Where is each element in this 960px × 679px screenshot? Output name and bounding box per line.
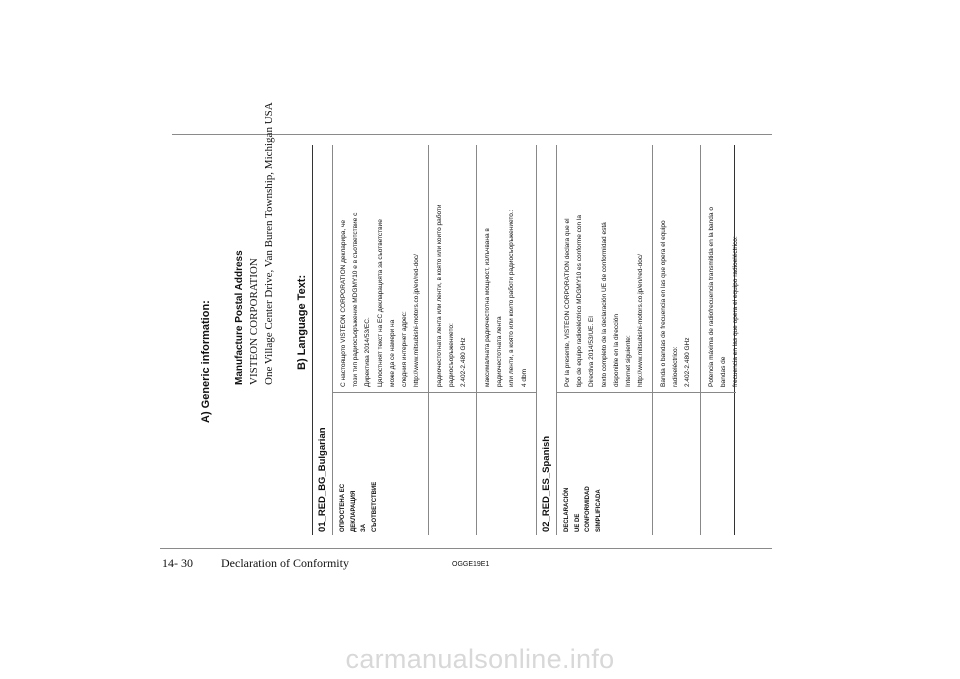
spanish-declaration-row [557,145,653,535]
spanish-frequency-text: Banda o bandas de frecuencia en las que opera el equipo radioeléctrico: 2.402-2.480 GHz [660,220,692,387]
address-heading: Manufacture Postal Address [234,250,245,385]
bulgarian-frequency-text: радиочестотната лента или ленти, в която или които работи радиосъоръжението: 2.402-2.480 GHz [436,204,468,387]
spanish-title-row [537,145,557,535]
bulgarian-title: 01_RED_BG_Bulgarian [317,427,328,532]
footer-rule [160,548,772,549]
spanish-power-text: Potencia máxima de radiofrecuencia transmitida en la banda o bandas de frecuencia en las que opera el equipo radioeléctrico: [708,207,740,387]
chapter-title: Declaration of Conformity [221,556,349,570]
column-divider [701,392,736,393]
bulgarian-frequency-row [429,145,477,535]
declaration-table [312,145,740,535]
generic-info-heading: A) Generic information: [200,300,212,423]
bulgarian-label: ОПРОСТЕНА ЕС ДЕКЛАРАЦИЯ ЗА СЪОТВЕТСТВИЕ [340,481,378,532]
column-divider [333,392,428,393]
header-rule [172,134,772,135]
language-text-heading: B) Language Text: [296,274,308,370]
page-number: 14- 30 [162,556,193,570]
column-divider [557,392,652,393]
column-divider [653,392,700,393]
spanish-title: 02_RED_ES_Spanish [541,435,552,532]
bulgarian-declaration-text: С настоящото VISTEON CORPORATION декларира, че този тип радиосъоръжение MDGMY10 е в съответствие с Директива 2014/53/ЕС. Цялостният текст на ЕС декларацията за съответствие може да се намери на следния интернет адрес: http://www.mitsubishi-motors.co.jp/en/red-doc/ [340,212,421,387]
spanish-declaration-text: Por la presente, VISTEON CORPORATION declara que el tipo de equipo radioeléctrico MDGMY10 es conforme con la Directiva 2014/53/UE. El texto completo de la declaración UE de conformidad está disponible en la dirección Internet siguiente: http://www.mitsubishi-motors.co.jp/en/red-doc/ [564,215,645,387]
bulgarian-power-text: максималната радиочестотна мощност, излъчвана в радиочестотната лента или ленти, в която или които работи радиосъоръжението.: 4 dbm [484,209,528,387]
bulgarian-declaration-row [333,145,429,535]
bulgarian-power-row [477,145,537,535]
column-divider [429,392,476,393]
address-company: VISTEON CORPORATION [248,258,260,385]
column-divider [477,392,536,393]
rotated-content [200,102,740,535]
watermark: carmanualsonline.info [345,644,615,674]
spanish-label: DECLARACIÓN UE DE CONFORMIDAD SIMPLIFICADA [564,486,602,532]
address-street: One Village Center Drive, Van Buren Township, Michigan USA [263,102,275,385]
spanish-power-row [701,145,740,535]
bulgarian-title-row [313,145,333,535]
spanish-frequency-row [653,145,701,535]
document-code: OGGE19E1 [452,561,490,568]
